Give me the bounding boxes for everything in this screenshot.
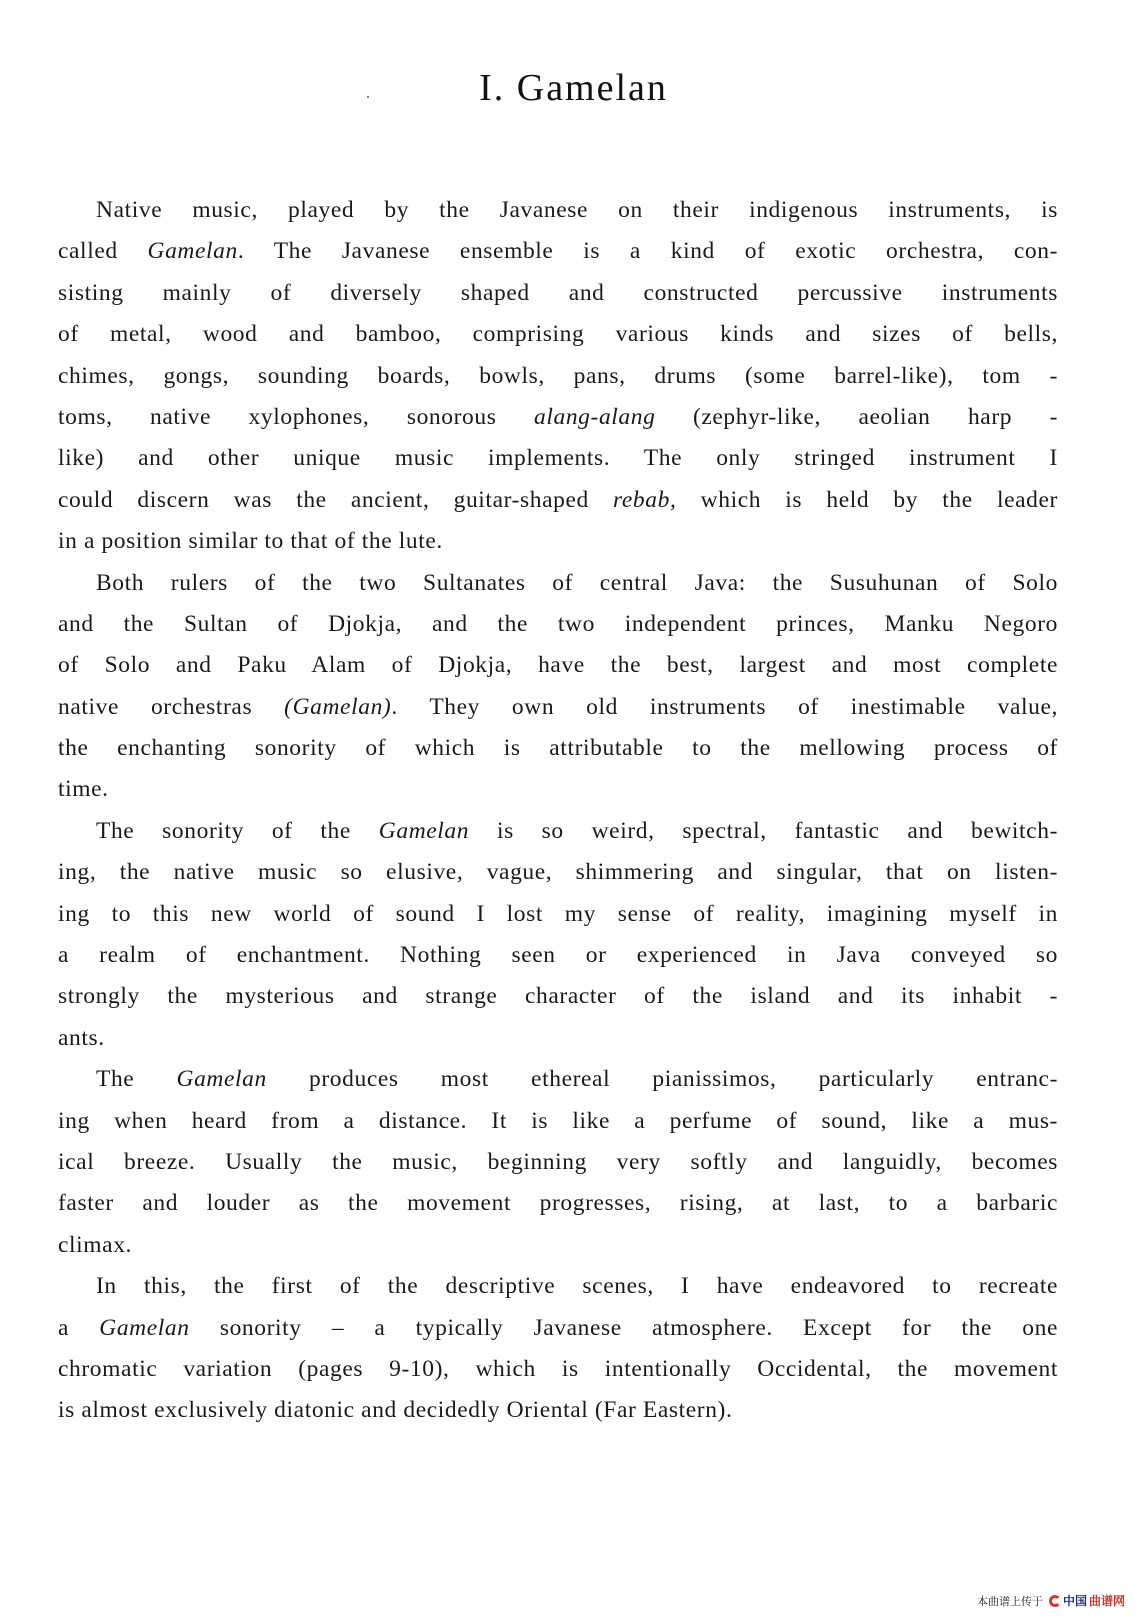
- watermark-site-name-part2: 曲谱网: [1088, 1594, 1125, 1608]
- text-segment: and the Sultan of Djokja, and the two independent princes, Manku Negoro: [58, 610, 1058, 637]
- text-segment: is so weird, spectral, fantastic and bewitch-: [469, 817, 1058, 844]
- text-line: [58, 769, 1058, 810]
- text-line: [58, 1142, 1058, 1183]
- text-line: [58, 314, 1058, 355]
- text-segment: In this, the first of the descriptive scenes, I have endeavored to recreate: [96, 1273, 1058, 1300]
- text-line: [58, 1390, 1058, 1431]
- text-segment: climax.: [58, 1231, 133, 1258]
- text-segment: the enchanting sonority of which is attributable to the mellowing process of: [58, 735, 1058, 762]
- text-line: [58, 273, 1058, 314]
- text-segment: Native music, played by the Javanese on their indigenous instruments, is: [96, 197, 1058, 223]
- text-line: [58, 231, 1058, 272]
- text-line: [58, 604, 1058, 645]
- text-segment: a realm of enchantment. Nothing seen or experienced in Java conveyed so: [58, 942, 1058, 969]
- text-segment: sonority – a typically Javanese atmosphere. Except for the one: [189, 1314, 1058, 1341]
- text-line: [58, 1349, 1058, 1390]
- text-line: [58, 1059, 1058, 1100]
- text-segment: (zephyr-like, aeolian harp -: [655, 403, 1059, 430]
- italic-term: Gamelan: [378, 817, 470, 844]
- text-line: [58, 728, 1058, 769]
- italic-term: rebab,: [613, 486, 677, 513]
- watermark-site-name-part1: 中国: [1062, 1594, 1087, 1608]
- text-segment: strongly the mysterious and strange character of the island and its inhabit -: [58, 983, 1058, 1010]
- text-line: [58, 397, 1058, 438]
- text-line: [58, 1266, 1058, 1307]
- text-segment: which is held by the leader: [676, 486, 1058, 513]
- text-segment: Both rulers of the two Sultanates of central Java: the Susuhunan of Solo: [96, 569, 1058, 596]
- text-segment: of Solo and Paku Alam of Djokja, have the best, largest and most complete: [58, 652, 1058, 679]
- text-segment: toms, native xylophones, sonorous: [58, 403, 534, 430]
- text-segment: . They own old instruments of inestimable value,: [391, 693, 1058, 720]
- text-line: [58, 894, 1058, 935]
- text-segment: time.: [58, 776, 109, 803]
- italic-term: Gamelan: [99, 1314, 190, 1341]
- text-line: [58, 1183, 1058, 1224]
- text-line: [58, 811, 1058, 852]
- text-segment: a: [58, 1314, 100, 1341]
- text-line: [58, 438, 1058, 479]
- text-line: [58, 563, 1058, 604]
- text-segment: chromatic variation (pages 9-10), which is intentionally Occidental, the movement: [58, 1355, 1058, 1382]
- text-segment: could discern was the ancient, guitar-shaped: [58, 486, 614, 513]
- text-segment: ical breeze. Usually the music, beginning very softly and languidly, becomes: [58, 1148, 1058, 1175]
- site-logo-icon: [1049, 1595, 1061, 1607]
- italic-term: Gamelan: [176, 1066, 267, 1093]
- text-line: [58, 687, 1058, 728]
- scan-speck: [367, 96, 369, 98]
- text-segment: The sonority of the: [96, 817, 379, 844]
- text-segment: The: [96, 1066, 177, 1093]
- text-line: [58, 1101, 1058, 1142]
- text-segment: sisting mainly of diversely shaped and constructed percussive instruments: [58, 279, 1058, 306]
- text-line: [58, 852, 1058, 893]
- watermark-logo: [1049, 1592, 1125, 1609]
- text-line: [58, 935, 1058, 976]
- page-title: I. Gamelan: [479, 67, 668, 109]
- text-line: [58, 1225, 1058, 1266]
- text-line: [58, 480, 1058, 521]
- text-segment: ants.: [58, 1024, 105, 1051]
- text-segment: in a position similar to that of the lute.: [58, 528, 443, 555]
- text-line: [58, 1308, 1058, 1349]
- text-segment: like) and other unique music implements. The only stringed instrument I: [58, 445, 1058, 472]
- text-line: [58, 190, 1058, 231]
- text-segment: called: [58, 238, 148, 265]
- text-segment: faster and louder as the movement progresses, rising, at last, to a barbaric: [58, 1190, 1058, 1217]
- text-line: [58, 356, 1058, 397]
- text-segment: produces most ethereal pianissimos, particularly entranc-: [266, 1066, 1059, 1093]
- text-segment: . The Javanese ensemble is a kind of exotic orchestra, con-: [237, 238, 1058, 265]
- text-segment: native orchestras: [58, 693, 285, 720]
- text-line: [58, 976, 1058, 1017]
- text-line: [58, 1018, 1058, 1059]
- text-segment: is almost exclusively diatonic and decidedly Oriental (Far Eastern).: [58, 1397, 733, 1424]
- text-line: [58, 521, 1058, 562]
- text-segment: ing, the native music so elusive, vague, shimmering and singular, that on listen-: [58, 859, 1058, 886]
- text-segment: ing to this new world of sound I lost my sense of reality, imagining myself in: [58, 900, 1058, 927]
- text-segment: chimes, gongs, sounding boards, bowls, pans, drums (some barrel-like), tom -: [58, 362, 1058, 389]
- text-segment: of metal, wood and bamboo, comprising various kinds and sizes of bells,: [58, 321, 1058, 348]
- text-line: [58, 645, 1058, 686]
- italic-term: (Gamelan): [284, 693, 392, 720]
- text-segment: ing when heard from a distance. It is like a perfume of sound, like a mus-: [58, 1107, 1058, 1134]
- body-text: [58, 190, 1058, 1432]
- watermark-prefix: 本曲谱上传于: [976, 1594, 1043, 1608]
- italic-term: alang-alang: [533, 403, 656, 430]
- site-watermark: [977, 1592, 1125, 1609]
- italic-term: Gamelan: [147, 238, 238, 265]
